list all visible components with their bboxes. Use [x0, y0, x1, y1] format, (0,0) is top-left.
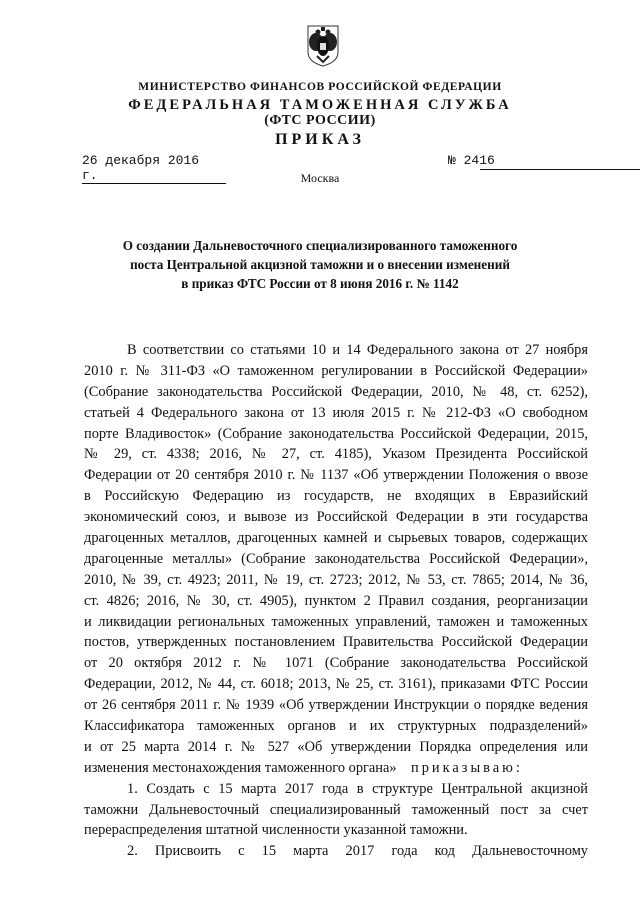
- service-name: ФЕДЕРАЛЬНАЯ ТАМОЖЕННАЯ СЛУЖБА: [128, 97, 512, 113]
- preamble-line: 2010 г. № 311-ФЗ «О таможенном регулировании в Российской Федерации»: [84, 362, 588, 379]
- title-line: в приказ ФТС России от 8 июня 2016 г. № 1142: [181, 276, 459, 291]
- preamble-line: статьей 4 Федерального закона от 13 июля 2015 г. № 212-ФЗ «О свободном: [84, 404, 588, 421]
- document-body: [84, 340, 588, 862]
- title-line: поста Центральной акцизной таможни и о внесении изменений: [130, 257, 510, 272]
- preamble-line: Федерации, 2012, № 44, ст. 6018; 2013, № 25, ст. 3161), приказами ФТС России: [84, 676, 588, 693]
- preamble-last-text: изменения местонахождения таможенного органа»: [84, 759, 397, 776]
- preamble-line: драгоценных металлов, драгоценных камней и сырьевых товаров, содержащих: [84, 530, 588, 547]
- preamble-line: (Собрание законодательства Российской Федерации, 2010, № 48, ст. 6252),: [84, 383, 588, 400]
- service-short-name: (ФТС РОССИИ): [264, 113, 376, 128]
- preamble-line: порте Владивосток» (Собрание законодательства Российской Федерации, 2015,: [84, 425, 588, 442]
- preamble-line: от 26 сентября 2011 г. № 1939 «Об утверждении Инструкции о порядке ведения: [84, 697, 588, 714]
- preamble-line: ст. 4826; 2016, № 30, ст. 4905), пунктом 2 Правил создания, реорганизации: [84, 592, 588, 609]
- document-number: № 2416: [448, 153, 495, 168]
- item-line: 1. Создать с 15 марта 2017 года в структуре Центральной акцизной: [127, 780, 588, 797]
- number-underline: [480, 169, 640, 170]
- document-date: 26 декабря 2016 г.: [82, 153, 226, 184]
- preamble-line: экономический союз, и вывозе из Российской Федерации в эти государства: [84, 509, 588, 526]
- preamble-line: 2010, № 39, ст. 4923; 2011, № 19, ст. 2723; 2012, № 53, ст. 7865; 2014, № 36,: [84, 571, 588, 588]
- preamble-line: № 29, ст. 4338; 2016, № 27, ст. 4185), Указом Президента Российской: [84, 446, 588, 463]
- preamble-line: в Российскую Федерацию из государств, не входящих в Евразийский: [84, 488, 588, 505]
- preamble-line: от 20 октября 2012 г. № 1071 (Собрание законодательства Российской: [84, 655, 588, 672]
- item-line: таможни Дальневосточный специализированный таможенный пост за счет: [84, 801, 588, 818]
- order-word: приказываю:: [411, 759, 523, 776]
- preamble-line: постов, утвержденных постановлением Правительства Российской Федерации: [84, 634, 588, 651]
- document-title: [0, 236, 640, 293]
- preamble-line: драгоценные металлы» (Собрание законодательства Российской Федерации»,: [84, 550, 588, 567]
- preamble-line: В соответствии со статьями 10 и 14 Федерального закона от 27 ноября: [127, 342, 588, 358]
- ministry-name: МИНИСТЕРСТВО ФИНАНСОВ РОССИЙСКОЙ ФЕДЕРАЦИИ: [138, 81, 502, 93]
- item-line: 2. Присвоить с 15 марта 2017 года код Дальневосточному: [127, 843, 588, 860]
- document-city: Москва: [300, 171, 340, 185]
- document-type: ПРИКАЗ: [275, 131, 365, 148]
- item-line: перераспределения штатной численности указанной таможни.: [84, 822, 468, 839]
- title-line: О создании Дальневосточного специализированного таможенного: [122, 238, 518, 253]
- coat-of-arms-emblem: [306, 24, 340, 68]
- preamble-line: и ликвидации региональных таможенных управлений, таможен и таможенных: [84, 613, 588, 630]
- preamble-line: Федерации от 20 сентября 2010 г. № 1137 «Об утверждении Положения о ввозе: [84, 467, 588, 484]
- preamble-line: [84, 758, 588, 779]
- preamble-line: Классификатора таможенных органов и их структурных подразделений»: [84, 718, 588, 735]
- preamble-line: и от 25 марта 2014 г. № 527 «Об утверждении Порядка определения или: [84, 738, 588, 755]
